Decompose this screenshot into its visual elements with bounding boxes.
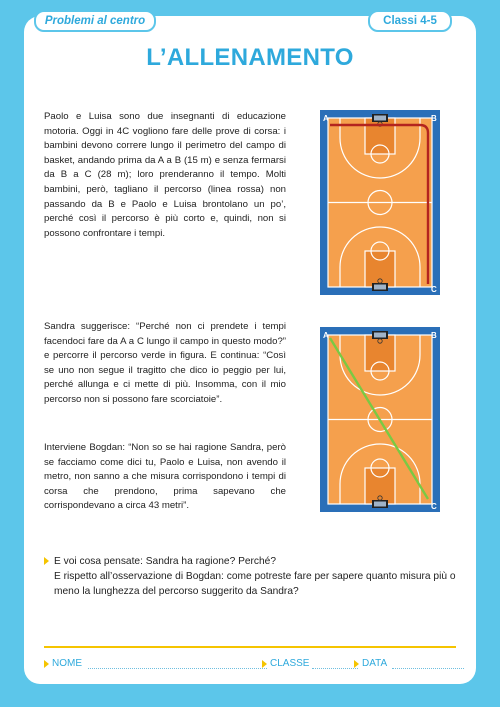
page-title: L’ALLENAMENTO <box>146 44 354 71</box>
class-write-line[interactable] <box>312 667 358 669</box>
class-label: CLASSE <box>270 658 310 669</box>
court1-label-a: A <box>323 114 329 123</box>
court2-label-b: B <box>431 331 437 340</box>
question-block <box>44 554 464 599</box>
name-field[interactable] <box>44 657 267 671</box>
date-field[interactable] <box>354 657 464 671</box>
court2-label-c: C <box>431 502 437 511</box>
grade-badge: Classi 4-5 <box>368 10 452 32</box>
date-write-line[interactable] <box>392 667 464 669</box>
name-label: NOME <box>52 658 82 669</box>
section-badge: Problemi al centro <box>34 10 156 32</box>
court1-label-c: C <box>431 285 437 294</box>
basketball-court-red-path <box>320 110 440 295</box>
paragraph-bogdan: Interviene Bogdan: “Non so se hai ragione Sandra, però se facciamo come dici tu, Paolo e Luisa, non avendo il metro, non sanno a che misura corrispondono i tempi di corsa che prendono, prima sapevano che corrispondevano a circa 43 metri”. <box>44 442 286 512</box>
basketball-court-green-path <box>320 327 440 512</box>
paragraph-story-intro: Paolo e Luisa sono due insegnanti di educazione motoria. Oggi in 4C vogliono fare delle prove di corsa: i bambini devono correre lungo il perimetro del campo di basket, andando prima da A a B (15 m) e senza fermarsi da B a C (28 m); loro prenderanno il tempo. Molti bambini, però, tagliano il percorso (linea rossa) non passando da B e Paolo e Luisa brontolano un po’, perché così il percorso è più corto e, quindi, non si possono confrontare i tempi. <box>44 111 286 239</box>
question-1: E voi cosa pensate: Sandra ha ragione? Perché? <box>54 556 277 567</box>
bullet-triangle-icon <box>44 557 49 565</box>
class-field[interactable] <box>262 657 358 671</box>
divider-line <box>44 646 456 648</box>
paragraph-sandra: Sandra suggerisce: “Perché non ci prendete i tempi facendoci fare da A a C lungo il campo in questo modo?” e percorre il percorso verde in figura. E continua: “Così se uno non segue il tragitto che dico io peggio per lui, perché allunga e ci mette di più. Insomma, con il mio percorso non si possono fare scorciatoie”. <box>44 321 286 405</box>
name-write-line[interactable] <box>88 667 267 669</box>
court2-label-a: A <box>323 331 329 340</box>
bullet-triangle-icon <box>262 660 267 668</box>
question-2: E rispetto all’osservazione di Bogdan: come potreste fare per sapere quanto misura più o meno la lunghezza del percorso suggerito da Sandra? <box>54 571 456 597</box>
question-row <box>44 554 464 599</box>
date-label: DATA <box>362 658 388 669</box>
bullet-triangle-icon <box>354 660 359 668</box>
court1-label-b: B <box>431 114 437 123</box>
bullet-triangle-icon <box>44 660 49 668</box>
